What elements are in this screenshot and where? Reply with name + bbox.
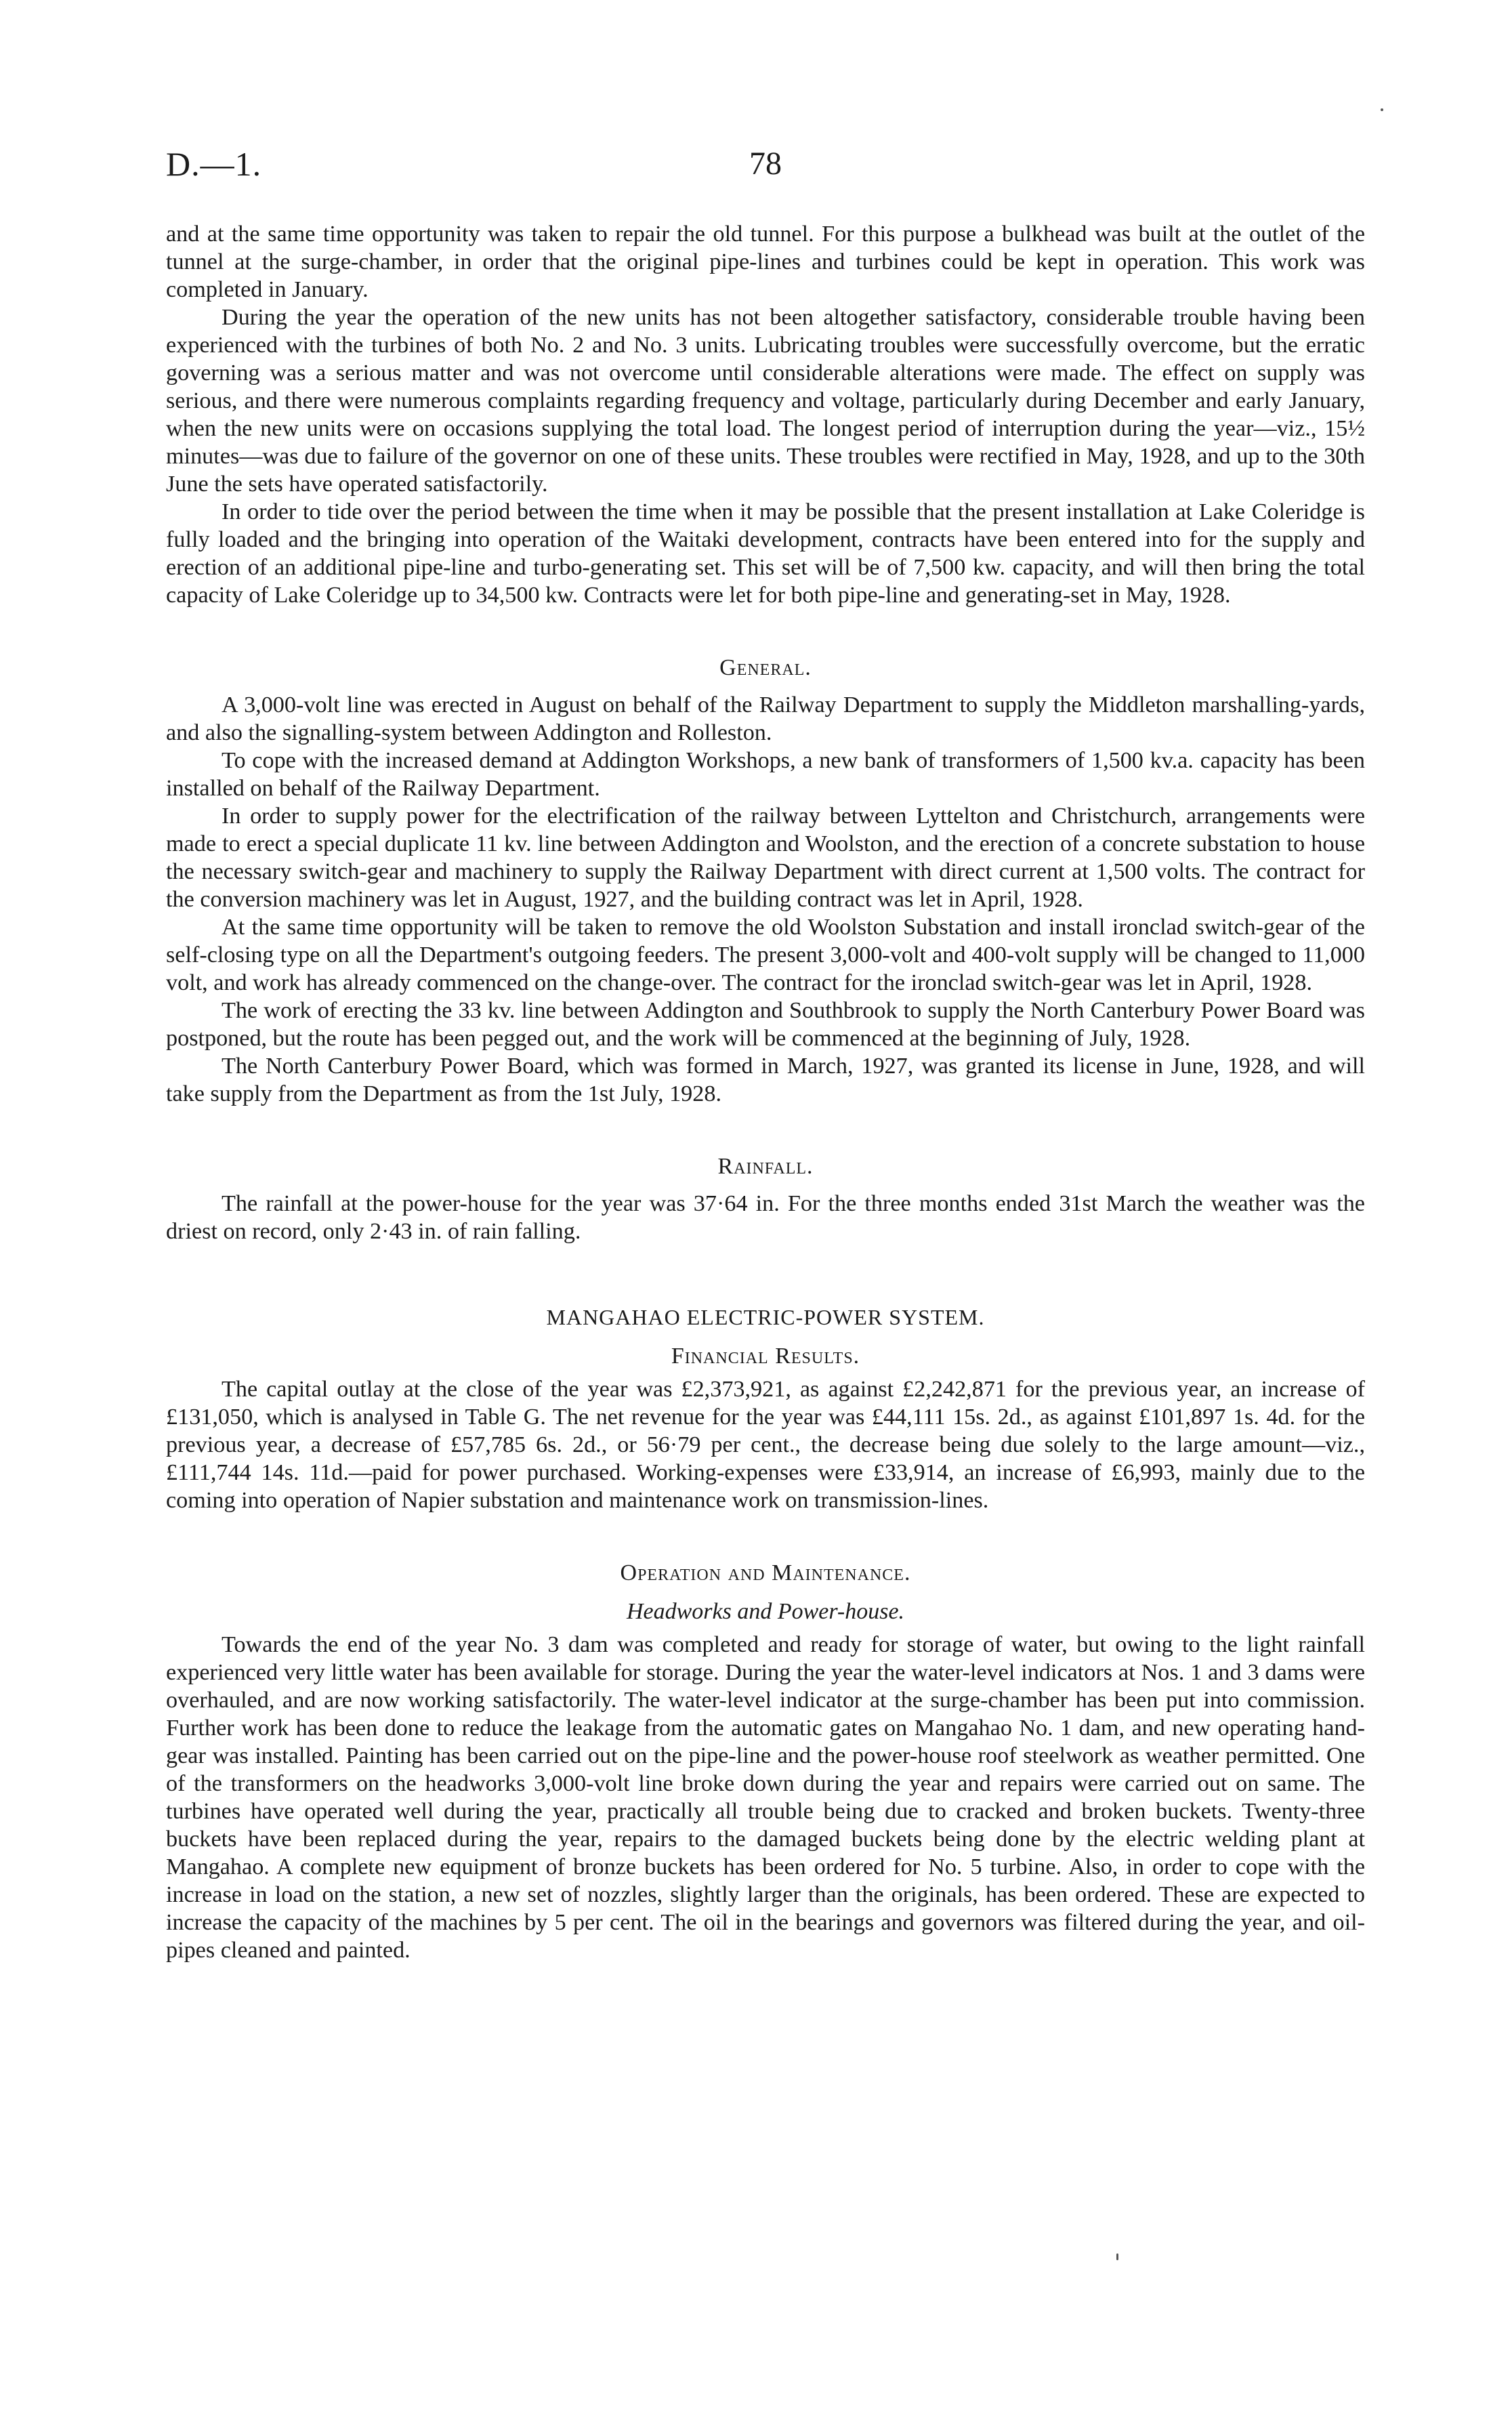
page-content [166,220,1365,1964]
paragraph-turbine-troubles: During the year the operation of the new units has not been altogether satisfactory, considerable trouble having been experienced with the turbines of both No. 2 and No. 3 units. Lubricating troubles were successfully overcome, but the erratic governing was a serious matter and was not overcome until considerable alterations were made. The effect on supply was serious, and there were numerous complaints regarding frequency and voltage, particularly during December and early January, when the new units were on occasions supplying the total load. The longest period of interruption during the year—viz., 15½ minutes—was due to failure of the governor on one of these units. These troubles were rectified in May, 1928, and up to the 30th June the sets have operated satisfactorily. [166,305,1365,497]
subheading-operation-maintenance: Operation and Maintenance. [620,1560,911,1585]
scan-speck [1116,2253,1118,2260]
document-reference: D.—1. [166,145,262,183]
paragraph-general-4: At the same time opportunity will be taken to remove the old Woolston Substation and install ironclad switch-gear of the self-closing type on all the Department's outgoing feeders. The present 3,000-volt and 400-volt supply will be changed to 11,000 volt, and work has already commenced on the change-over. The contract for the ironclad switch-gear was let in April, 1928. [166,915,1365,995]
page-number: 78 [749,146,782,182]
section-heading-mangahao: MANGAHAO ELECTRIC-POWER SYSTEM. [546,1305,985,1329]
paragraph-financial-results: The capital outlay at the close of the year was £2,373,921, as against £2,242,871 for the previous year, an increase of £131,050, which is analysed in Table G. The net revenue for the year was £44,111 15s. 2d., as against £101,897 1s. 4d. for the previous year, a decrease of £57,785 6s. 2d., or 56·79 per cent., the decrease being due solely to the large amount—viz., £111,744 14s. 11d.—paid for power purchased. Working-expenses were £33,914, an increase of £6,993, mainly due to the coming into operation of Napier substation and maintenance work on transmission-lines. [166,1377,1365,1513]
paragraph-general-2: To cope with the increased demand at Addington Workshops, a new bank of transformers of 1,500 kv.a. capacity has been installed on behalf of the Railway Department. [166,748,1365,801]
paragraph-headworks: Towards the end of the year No. 3 dam was completed and ready for storage of water, but owing to the light rainfall experienced very little water has been available for storage. During the year the water-level indicators at Nos. 1 and 3 dams were overhauled, and are now working satisfactorily. The water-level indicator at the surge-chamber has been put into commission. Further work has been done to reduce the leakage from the automatic gates on Mangahao No. 1 dam, and new operating hand-gear was installed. Painting has been carried out on the pipe-line and the power-house roof steelwork as weather permitted. One of the transformers on the headworks 3,000-volt line broke down during the year and repairs were carried out on same. The turbines have operated well during the year, practically all trouble being due to cracked and broken buckets. Twenty-three buckets have been replaced during the year, repairs to the damaged buckets being done by the electric welding plant at Mangahao. A complete new equipment of bronze buckets has been ordered for No. 5 turbine. Also, in order to cope with the increase in load on the station, a new set of nozzles, slightly larger than the originals, has been ordered. These are expected to increase the capacity of the machines by 5 per cent. The oil in the bearings and governors was filtered during the year, and oil-pipes cleaned and painted. [166,1632,1365,1963]
scan-speck [1381,108,1383,111]
page-header [166,144,1365,191]
section-heading-general: General. [719,655,812,680]
paragraph-general-5: The work of erecting the 33 kv. line between Addington and Southbrook to supply the North Canterbury Power Board was postponed, but the route has been pegged out, and the work will be commenced at the beginning of July, 1928. [166,998,1365,1051]
section-heading-rainfall: Rainfall. [717,1154,814,1179]
paragraph-additional-set: In order to tide over the period between the time when it may be possible that the present installation at Lake Coleridge is fully loaded and the bringing into operation of the Waitaki development, contracts have been entered into for the supply and erection of an additional pipe-line and turbo-generating set. This set will be of 7,500 kw. capacity, and will then bring the total capacity of Lake Coleridge up to 34,500 kw. Contracts were let for both pipe-line and generating-set in May, 1928. [166,499,1365,608]
paragraph-continuation: and at the same time opportunity was taken to repair the old tunnel. For this purpose a bulkhead was built at the outlet of the tunnel at the surge-chamber, in order that the original pipe-lines and turbines could be kept in operation. This work was completed in January. [166,222,1365,302]
subheading-headworks-powerhouse: Headworks and Power-house. [626,1599,905,1624]
subheading-financial-results: Financial Results. [671,1344,860,1369]
paragraph-rainfall: The rainfall at the power-house for the year was 37·64 in. For the three months ended 31st March the weather was the driest on record, only 2·43 in. of rain falling. [166,1191,1365,1244]
paragraph-general-6: The North Canterbury Power Board, which was formed in March, 1927, was granted its license in June, 1928, and will take supply from the Department as from the 1st July, 1928. [166,1054,1365,1106]
paragraph-general-3: In order to supply power for the electrification of the railway between Lyttelton and Christchurch, arrangements were made to erect a special duplicate 11 kv. line between Addington and Woolston, and the erection of a concrete substation to house the necessary switch-gear and machinery to supply the Railway Department with direct current at 1,500 volts. The contract for the conversion machinery was let in August, 1927, and the building contract was let in April, 1928. [166,804,1365,912]
paragraph-general-1: A 3,000-volt line was erected in August on behalf of the Railway Department to supply the Middleton marshalling-yards, and also the signalling-system between Addington and Rolleston. [166,692,1365,745]
